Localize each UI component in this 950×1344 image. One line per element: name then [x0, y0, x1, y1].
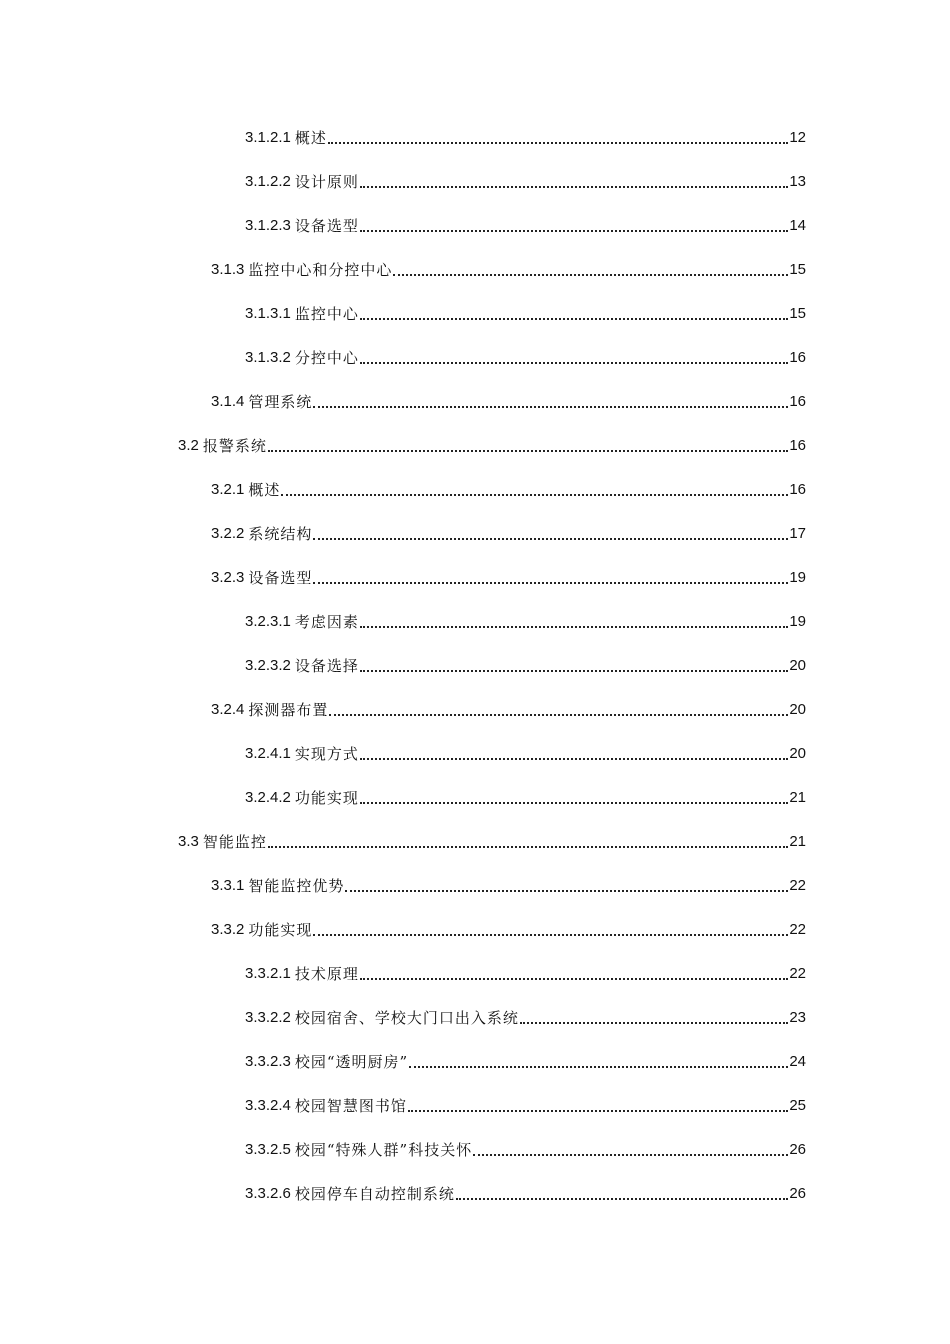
toc-entry-title: 智能监控优势 [248, 877, 345, 895]
toc-entry-3-1-2-2[interactable] [245, 168, 806, 192]
toc-entry-page: 20 [789, 657, 806, 674]
toc-dot-leader [360, 978, 788, 980]
toc-dot-leader [409, 1066, 788, 1068]
toc-entry-page: 16 [789, 481, 806, 498]
toc-entry-page: 14 [789, 217, 806, 234]
toc-entry-page: 22 [789, 921, 806, 938]
toc-entry-title: 设备选型 [248, 569, 313, 587]
toc-entry-title: 设备选型 [294, 217, 359, 235]
toc-entry-number: 3.2.4.2 [245, 789, 291, 806]
toc-entry-3-3-2-4[interactable] [245, 1092, 806, 1116]
toc-dot-leader [520, 1022, 788, 1024]
toc-entry-number: 3.1.4 [211, 393, 245, 410]
toc-entry-page: 17 [789, 525, 806, 542]
toc-entry-3-2-3-1[interactable] [245, 608, 806, 632]
toc-entry-number: 3.3.1 [211, 877, 245, 894]
toc-entry-number: 3.1.2.1 [245, 129, 291, 146]
toc-entry-number: 3.2.3 [211, 569, 245, 586]
toc-entry-title: 校园停车自动控制系统 [294, 1185, 455, 1203]
toc-dot-leader [360, 318, 788, 320]
toc-dot-leader [360, 362, 788, 364]
toc-entry-3-3-2-3[interactable] [245, 1048, 806, 1072]
toc-dot-leader [313, 934, 788, 936]
toc-dot-leader [360, 802, 788, 804]
toc-entry-number: 3.1.3.1 [245, 305, 291, 322]
toc-entry-page: 26 [789, 1185, 806, 1202]
toc-entry-number: 3.3.2.6 [245, 1185, 291, 1202]
toc-entry-number: 3.1.3.2 [245, 349, 291, 366]
toc-entry-3-1-3[interactable] [211, 256, 806, 280]
toc-entry-page: 22 [789, 877, 806, 894]
toc-entry-title: 校园智慧图书馆 [294, 1097, 407, 1115]
toc-entry-title: 管理系统 [248, 393, 313, 411]
toc-entry-page: 20 [789, 745, 806, 762]
toc-entry-title: 功能实现 [248, 921, 313, 939]
toc-entry-3-3-2[interactable] [211, 916, 806, 940]
toc-entry-page: 15 [789, 305, 806, 322]
toc-entry-title: 监控中心 [294, 305, 359, 323]
toc-dot-leader [408, 1110, 788, 1112]
toc-entry-title: 监控中心和分控中心 [248, 261, 393, 279]
toc-entry-title: 系统结构 [248, 525, 313, 543]
toc-entry-3-3-2-6[interactable] [245, 1180, 806, 1204]
toc-entry-title: 探测器布置 [248, 701, 329, 719]
toc-entry-page: 16 [789, 393, 806, 410]
toc-entry-3-1-3-1[interactable] [245, 300, 806, 324]
toc-dot-leader [281, 494, 788, 496]
toc-entry-title: 报警系统 [202, 437, 267, 455]
toc-entry-page: 25 [789, 1097, 806, 1114]
toc-entry-number: 3.1.2.2 [245, 173, 291, 190]
toc-entry-3-1-2-3[interactable] [245, 212, 806, 236]
toc-dot-leader [360, 186, 788, 188]
toc-entry-title: 设计原则 [294, 173, 359, 191]
toc-entry-title: 功能实现 [294, 789, 359, 807]
toc-entry-number: 3.1.2.3 [245, 217, 291, 234]
toc-entry-page: 12 [789, 129, 806, 146]
toc-entry-page: 19 [789, 569, 806, 586]
toc-entry-page: 21 [789, 789, 806, 806]
toc-dot-leader [268, 450, 788, 452]
toc-entry-3-3-1[interactable] [211, 872, 806, 896]
toc-entry-title: 概述 [294, 129, 327, 147]
toc-entry-page: 13 [789, 173, 806, 190]
toc-dot-leader [313, 582, 788, 584]
toc-entry-number: 3.3.2.1 [245, 965, 291, 982]
toc-entry-number: 3.3 [178, 833, 199, 850]
toc-entry-page: 22 [789, 965, 806, 982]
toc-entry-page: 26 [789, 1141, 806, 1158]
toc-entry-3-2-4[interactable] [211, 696, 806, 720]
toc-dot-leader [329, 714, 788, 716]
toc-entry-3-2-3[interactable] [211, 564, 806, 588]
toc-entry-3-2-4-1[interactable] [245, 740, 806, 764]
toc-entry-title: 考虑因素 [294, 613, 359, 631]
toc-entry-page: 16 [789, 349, 806, 366]
toc-entry-title: 概述 [248, 481, 281, 499]
toc-entry-3-1-3-2[interactable] [245, 344, 806, 368]
toc-entry-number: 3.3.2 [211, 921, 245, 938]
toc-entry-number: 3.1.3 [211, 261, 245, 278]
toc-entry-number: 3.2.4 [211, 701, 245, 718]
toc-entry-3-2-3-2[interactable] [245, 652, 806, 676]
toc-dot-leader [345, 890, 788, 892]
toc-entry-3-2-1[interactable] [211, 476, 806, 500]
toc-entry-3-3-2-5[interactable] [245, 1136, 806, 1160]
toc-entry-title: 设备选择 [294, 657, 359, 675]
toc-entry-page: 16 [789, 437, 806, 454]
toc-dot-leader [393, 274, 788, 276]
toc-entry-page: 24 [789, 1053, 806, 1070]
toc-entry-number: 3.3.2.5 [245, 1141, 291, 1158]
toc-entry-page: 23 [789, 1009, 806, 1026]
toc-dot-leader [360, 670, 788, 672]
toc-entry-title: 实现方式 [294, 745, 359, 763]
toc-dot-leader [328, 142, 788, 144]
toc-entry-number: 3.2.4.1 [245, 745, 291, 762]
toc-entry-number: 3.2 [178, 437, 199, 454]
toc-entry-title: 校园“特殊人群”科技关怀 [294, 1141, 473, 1159]
toc-entry-number: 3.2.2 [211, 525, 245, 542]
toc-entry-3-1-2-1[interactable] [245, 124, 806, 148]
toc-entry-page: 21 [789, 833, 806, 850]
toc-entry-number: 3.2.3.1 [245, 613, 291, 630]
toc-entry-3-1-4[interactable] [211, 388, 806, 412]
toc-dot-leader [360, 230, 788, 232]
toc-entry-number: 3.2.1 [211, 481, 245, 498]
toc-entry-number: 3.3.2.4 [245, 1097, 291, 1114]
toc-entry-title: 智能监控 [202, 833, 267, 851]
toc-entry-3-2[interactable] [178, 432, 806, 456]
toc-entry-title: 技术原理 [294, 965, 359, 983]
toc-entry-number: 3.2.3.2 [245, 657, 291, 674]
toc-entry-number: 3.3.2.3 [245, 1053, 291, 1070]
toc-entry-3-2-4-2[interactable] [245, 784, 806, 808]
toc-dot-leader [313, 406, 788, 408]
toc-dot-leader [360, 626, 788, 628]
toc-entry-3-3-2-2[interactable] [245, 1004, 806, 1028]
toc-entry-3-2-2[interactable] [211, 520, 806, 544]
toc-dot-leader [473, 1154, 788, 1156]
toc-entry-title: 分控中心 [294, 349, 359, 367]
toc-dot-leader [268, 846, 788, 848]
toc-entry-3-3[interactable] [178, 828, 806, 852]
toc-entry-title: 校园“透明厨房” [294, 1053, 409, 1071]
toc-dot-leader [313, 538, 788, 540]
toc-entry-page: 15 [789, 261, 806, 278]
toc-entry-page: 19 [789, 613, 806, 630]
toc-entry-number: 3.3.2.2 [245, 1009, 291, 1026]
toc-entry-page: 20 [789, 701, 806, 718]
toc-dot-leader [456, 1198, 788, 1200]
toc-entry-3-3-2-1[interactable] [245, 960, 806, 984]
toc-dot-leader [360, 758, 788, 760]
toc-entry-title: 校园宿舍、学校大门口出入系统 [294, 1009, 519, 1027]
